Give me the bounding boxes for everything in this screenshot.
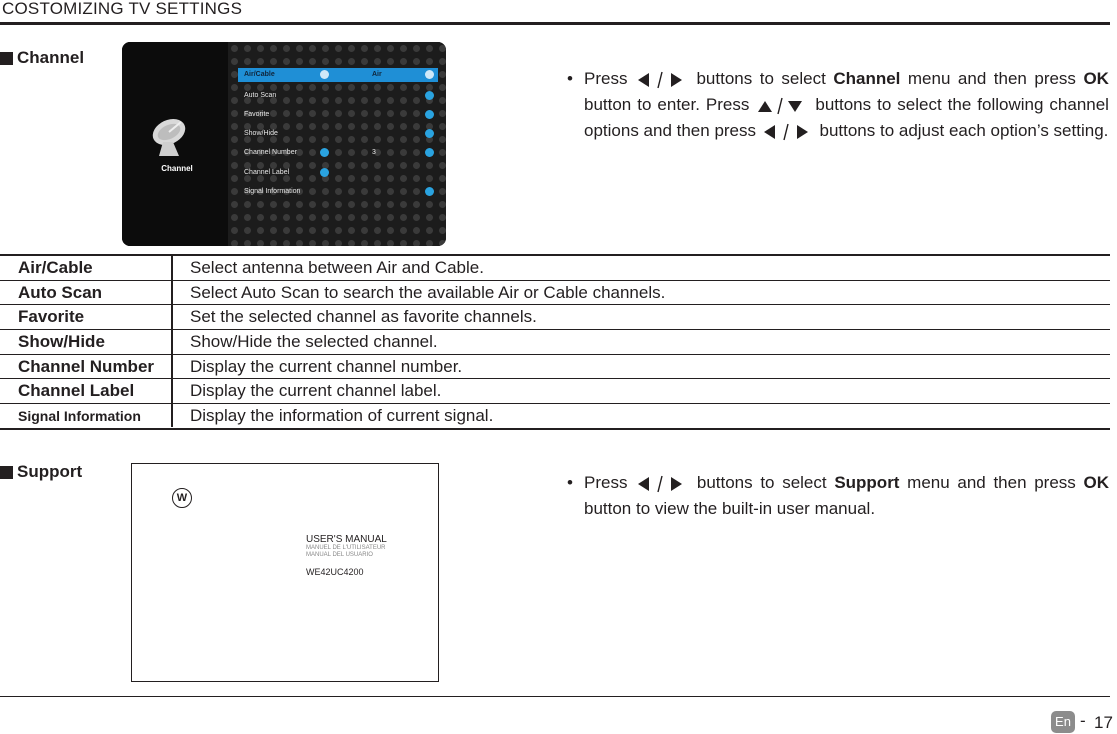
table-row [0, 330, 1110, 355]
option-name: Auto Scan [18, 282, 103, 302]
brand-logo-icon: W [172, 488, 192, 508]
tv-menu-row-auto-scan[interactable] [238, 89, 438, 103]
table-row [0, 281, 1110, 306]
tv-menu-row-value: 3 [372, 149, 376, 156]
left-right-arrows-icon [635, 475, 689, 493]
channel-keyword: Channel [833, 69, 901, 88]
option-name: Channel Label [18, 381, 135, 401]
table-row [0, 404, 1110, 428]
instruction-text: buttons to select [696, 69, 826, 88]
chevron-right-icon[interactable] [425, 70, 434, 79]
option-description: Display the current channel label. [190, 381, 442, 401]
tv-menu-row-label: Signal Information [244, 188, 301, 195]
support-instructions [567, 470, 1109, 522]
chevron-right-icon[interactable] [425, 129, 434, 138]
manual-title: USER'S MANUAL [306, 534, 387, 545]
support-section-label: Support [17, 462, 83, 481]
tv-menu-row-value: Air [372, 71, 382, 78]
tv-menu-row-label: Favorite [244, 111, 270, 118]
channel-menu-screenshot [122, 42, 446, 246]
channel-section-heading [0, 48, 84, 68]
instruction-text: menu and then press [907, 473, 1076, 492]
table-column-divider [171, 254, 173, 427]
option-description: Set the selected channel as favorite channels. [190, 307, 537, 327]
ok-keyword: OK [1083, 473, 1109, 492]
tv-menu-row-channel-label[interactable] [238, 166, 438, 180]
option-name: Air/Cable [18, 258, 93, 277]
tv-menu-row-label: Channel Number [244, 149, 297, 156]
left-right-arrows-icon [761, 123, 815, 141]
chevron-left-icon[interactable] [320, 168, 329, 177]
chevron-left-icon[interactable] [320, 70, 329, 79]
manual-title-es: MANUAL DEL USUARIO [306, 552, 373, 558]
table-row [0, 355, 1110, 380]
option-description: Show/Hide the selected channel. [190, 332, 438, 352]
channel-options-table [0, 254, 1110, 430]
option-description: Select antenna between Air and Cable. [190, 258, 484, 277]
chevron-right-icon[interactable] [425, 110, 434, 119]
page-title: COSTOMIZING TV SETTINGS [2, 0, 243, 18]
tv-menu-row-channel-number[interactable] [238, 146, 438, 160]
tv-menu-row-label: Show/Hide [244, 130, 278, 137]
user-manual-screenshot [131, 463, 439, 682]
chevron-right-icon[interactable] [425, 91, 434, 100]
instruction-text: buttons to select [696, 473, 827, 492]
satellite-dish-icon [147, 114, 193, 160]
manual-model: WE42UC4200 [306, 567, 364, 577]
table-row [0, 379, 1110, 404]
option-description: Display the current channel number. [190, 356, 463, 376]
tv-channel-icon-label: Channel [161, 164, 193, 173]
tv-menu-row-label: Channel Label [244, 169, 290, 176]
chevron-right-icon[interactable] [425, 187, 434, 196]
support-section-heading [0, 462, 82, 482]
option-name: Channel Number [18, 356, 155, 376]
square-bullet-icon [0, 466, 13, 479]
bullet-dot: • [567, 473, 573, 492]
left-right-arrows-icon [635, 71, 689, 89]
tv-menu-row-show-hide[interactable] [238, 127, 438, 141]
tv-menu-row-signal-information[interactable] [238, 185, 438, 199]
option-name: Favorite [18, 307, 85, 327]
instruction-text: Press [584, 473, 628, 492]
chevron-left-icon[interactable] [320, 148, 329, 157]
instruction-text: buttons to select the following channel options and then press [584, 95, 1109, 140]
tv-menu-row-label: Air/Cable [244, 71, 275, 78]
option-description: Select Auto Scan to search the available Air or Cable channels. [190, 282, 666, 302]
option-name: Signal Information [18, 408, 141, 425]
channel-section-label: Channel [17, 48, 85, 67]
instruction-text: menu and then press [907, 69, 1076, 88]
chevron-right-icon[interactable] [425, 148, 434, 157]
bullet-dot: • [567, 69, 573, 88]
page-number: 17 [1094, 713, 1113, 732]
tv-menu-row-favorite[interactable] [238, 108, 438, 122]
language-badge: En [1051, 711, 1075, 733]
manual-title-fr: MANUEL DE L'UTILISATEUR [306, 545, 386, 551]
header-rule [0, 22, 1110, 25]
instruction-text: Press [584, 69, 628, 88]
up-down-arrows-icon [755, 97, 809, 115]
instruction-text: button to enter. Press [584, 95, 750, 114]
footer-rule [0, 696, 1110, 697]
tv-menu-row-air-cable[interactable] [238, 68, 438, 82]
instruction-text: button to view the built-in user manual. [584, 499, 876, 518]
support-keyword: Support [834, 473, 900, 492]
table-row [0, 305, 1110, 330]
page-number-dash: - [1080, 711, 1086, 730]
tv-menu-row-label: Auto Scan [244, 92, 277, 99]
ok-keyword: OK [1083, 69, 1109, 88]
instruction-text: buttons to adjust each option’s setting. [819, 121, 1109, 140]
option-description: Display the information of current signal. [190, 406, 494, 426]
channel-instructions [567, 66, 1109, 144]
table-row [0, 256, 1110, 281]
square-bullet-icon [0, 52, 13, 65]
option-name: Show/Hide [18, 332, 105, 352]
